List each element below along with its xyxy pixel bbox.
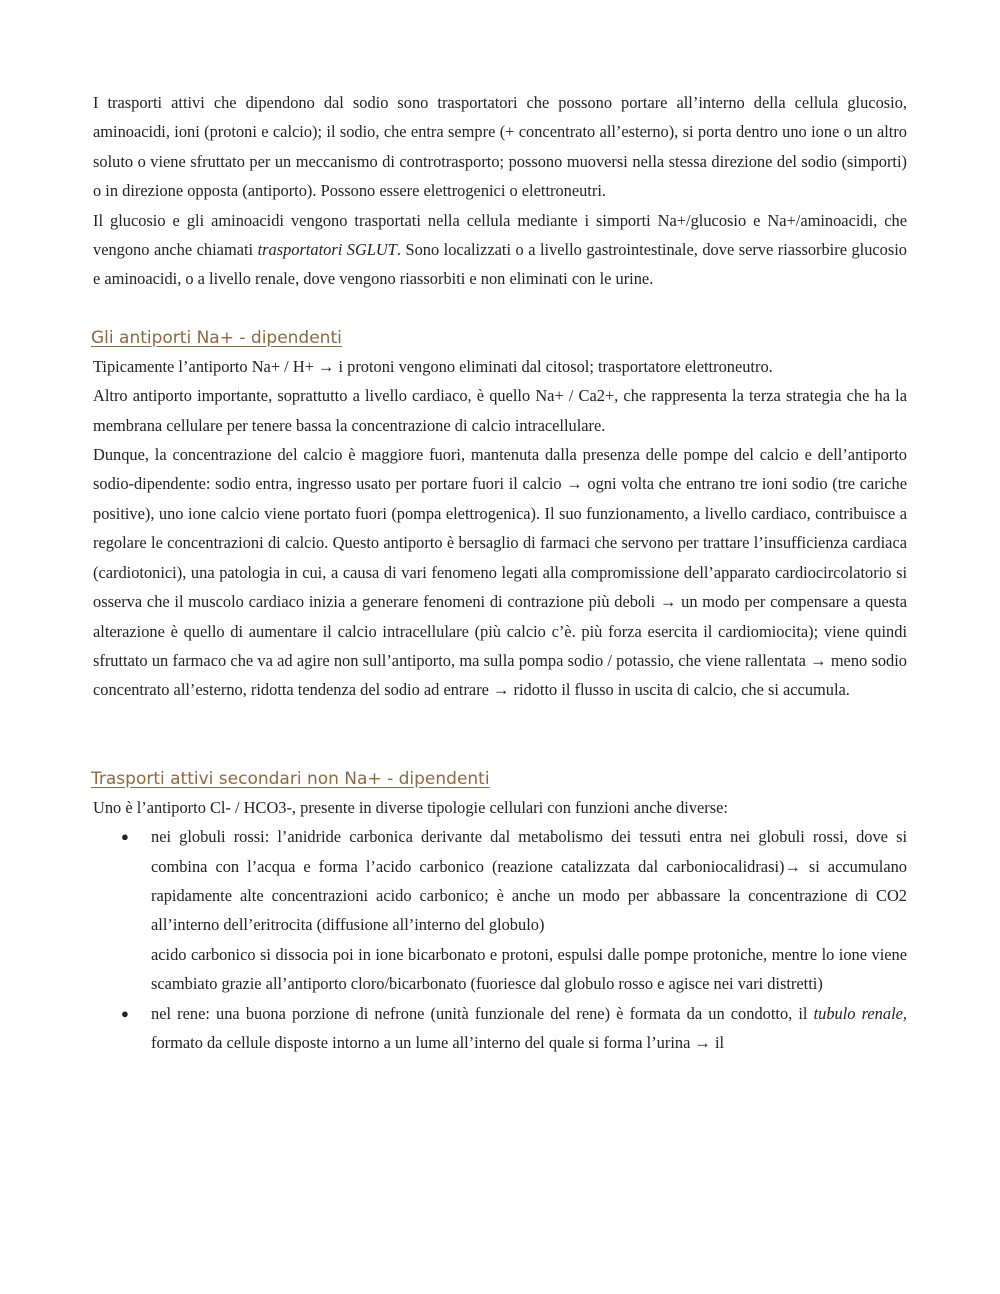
- paragraph-sglut: [93, 206, 907, 294]
- document-page: [93, 88, 907, 1057]
- paragraph-sodium-dependent-transport: I trasporti attivi che dipendono dal sodio sono trasportatori che possono portare all’interno della cellula glucosio, aminoacidi, ioni (protoni e calcio); il sodio, che entra sempre (+ concentrato all’esterno), si porta dentro uno ione o un altro soluto o viene sfruttato per un meccanismo di controtrasporto; possono muoversi nella stessa direzione del sodio (simporti) o in direzione opposta (antiporto). Possono essere elettrogenici o elettroneutri.: [93, 93, 907, 201]
- text-run: . Sono localizzati o a livello gastrointestinale, dove serve riassorbire glucosio e aminoacidi, o a livello renale, dove vengono riassorbiti e non eliminati con le urine.: [93, 240, 908, 289]
- spacer: [93, 294, 907, 324]
- list-item-text: [151, 999, 907, 1058]
- italic-term-tubulo-renale: tubulo renale,: [813, 1003, 907, 1023]
- paragraph-calcium-concentration: Dunque, la concentrazione del calcio è maggiore fuori, mantenuta dalla presenza delle pompe del calcio e dell’antiporto sodio-dipendente: sodio entra, ingresso usato per portare fuori il calcio → ogni volta che entrano tre ioni sodio (tre cariche positive), uno ione calcio viene portato fuori (pompa elettrogenica). Il suo funzionamento, a livello cardiaco, contribuisce a regolare le concentrazioni di calcio. Questo antiporto è bersaglio di farmaci che servono per trattare l’insufficienza cardiaca (cardiotonici), una patologia in cui, a causa di vari fenomeno legati alla compromissione dell’apparato cardiocircolatorio si osserva che il muscolo cardiaco inizia a generare fenomeni di contrazione più deboli → un modo per compensare a questa alterazione è quello di aumentare il calcio intracellulare (più calcio c’è. più forza esercita il cardiomiocita); viene quindi sfruttato un farmaco che va ad agire non sull’antiporto, ma sulla pompa sodio / potassio, che viene rallentata → meno sodio concentrato all’esterno, ridotta tendenza del sodio ad entrare → ridotto il flusso in uscita di calcio, che si accumula.: [93, 445, 907, 700]
- spacer: [93, 705, 907, 765]
- text-run: nel rene: una buona porzione di nefrone (unità funzionale del rene) è formata da un condotto, il: [151, 1003, 814, 1023]
- list-item-kidney: [93, 999, 907, 1058]
- bullet-icon: ●: [121, 829, 129, 845]
- italic-term-sglut: trasportatori SGLUT: [257, 240, 397, 260]
- paragraph-na-ca-antiport: Altro antiporto importante, soprattutto a livello cardiaco, è quello Na+ / Ca2+, che rappresenta la terza strategia che ha la membrana cellulare per tenere bassa la concentrazione di calcio intracellulare.: [93, 386, 907, 435]
- bullet-list: [93, 822, 907, 1057]
- list-item-red-blood-cells: [93, 822, 907, 998]
- section-heading-antiporti: Gli antiporti Na+ - dipendenti: [91, 327, 342, 348]
- text-run: Il glucosio e gli aminoacidi vengono trasportati nella cellula mediante i simporti Na+/glucosio e Na+/aminoacidi, che vengono anche chiamati: [93, 210, 907, 260]
- text-run: formato da cellule disposte intorno a un lume all’interno del quale si forma l’urina → il: [151, 1032, 725, 1052]
- list-item-text: nei globuli rossi: l’anidride carbonica derivante dal metabolismo dei tessuti entra nei globuli rossi, dove si combina con l’acqua e forma l’acido carbonico (reazione catalizzata dal carboniocalidrasi)→ si accumulano rapidamente alte concentrazioni acido carbonico; è anche un modo per abbassare la concentrazione di CO2 all’interno dell’eritrocita (diffusione all’interno del globulo): [151, 827, 907, 935]
- paragraph-cl-hco3-antiport: Uno è l’antiporto Cl- / HCO3-, presente in diverse tipologie cellulari con funzioni anche diverse:: [93, 797, 728, 817]
- bullet-icon: ●: [121, 1005, 129, 1021]
- list-item-text-continued: acido carbonico si dissocia poi in ione bicarbonato e protoni, espulsi dalle pompe protoniche, mentre lo ione viene scambiato grazie all’antiporto cloro/bicarbonato (fuoriesce dal globulo rosso e agisce nei vari distretti): [151, 944, 907, 994]
- section-heading-non-na-dependent: Trasporti attivi secondari non Na+ - dipendenti: [91, 768, 490, 789]
- paragraph-na-h-antiport: Tipicamente l’antiporto Na+ / H+ → i protoni vengono eliminati dal citosol; trasportatore elettroneutro.: [93, 356, 773, 376]
